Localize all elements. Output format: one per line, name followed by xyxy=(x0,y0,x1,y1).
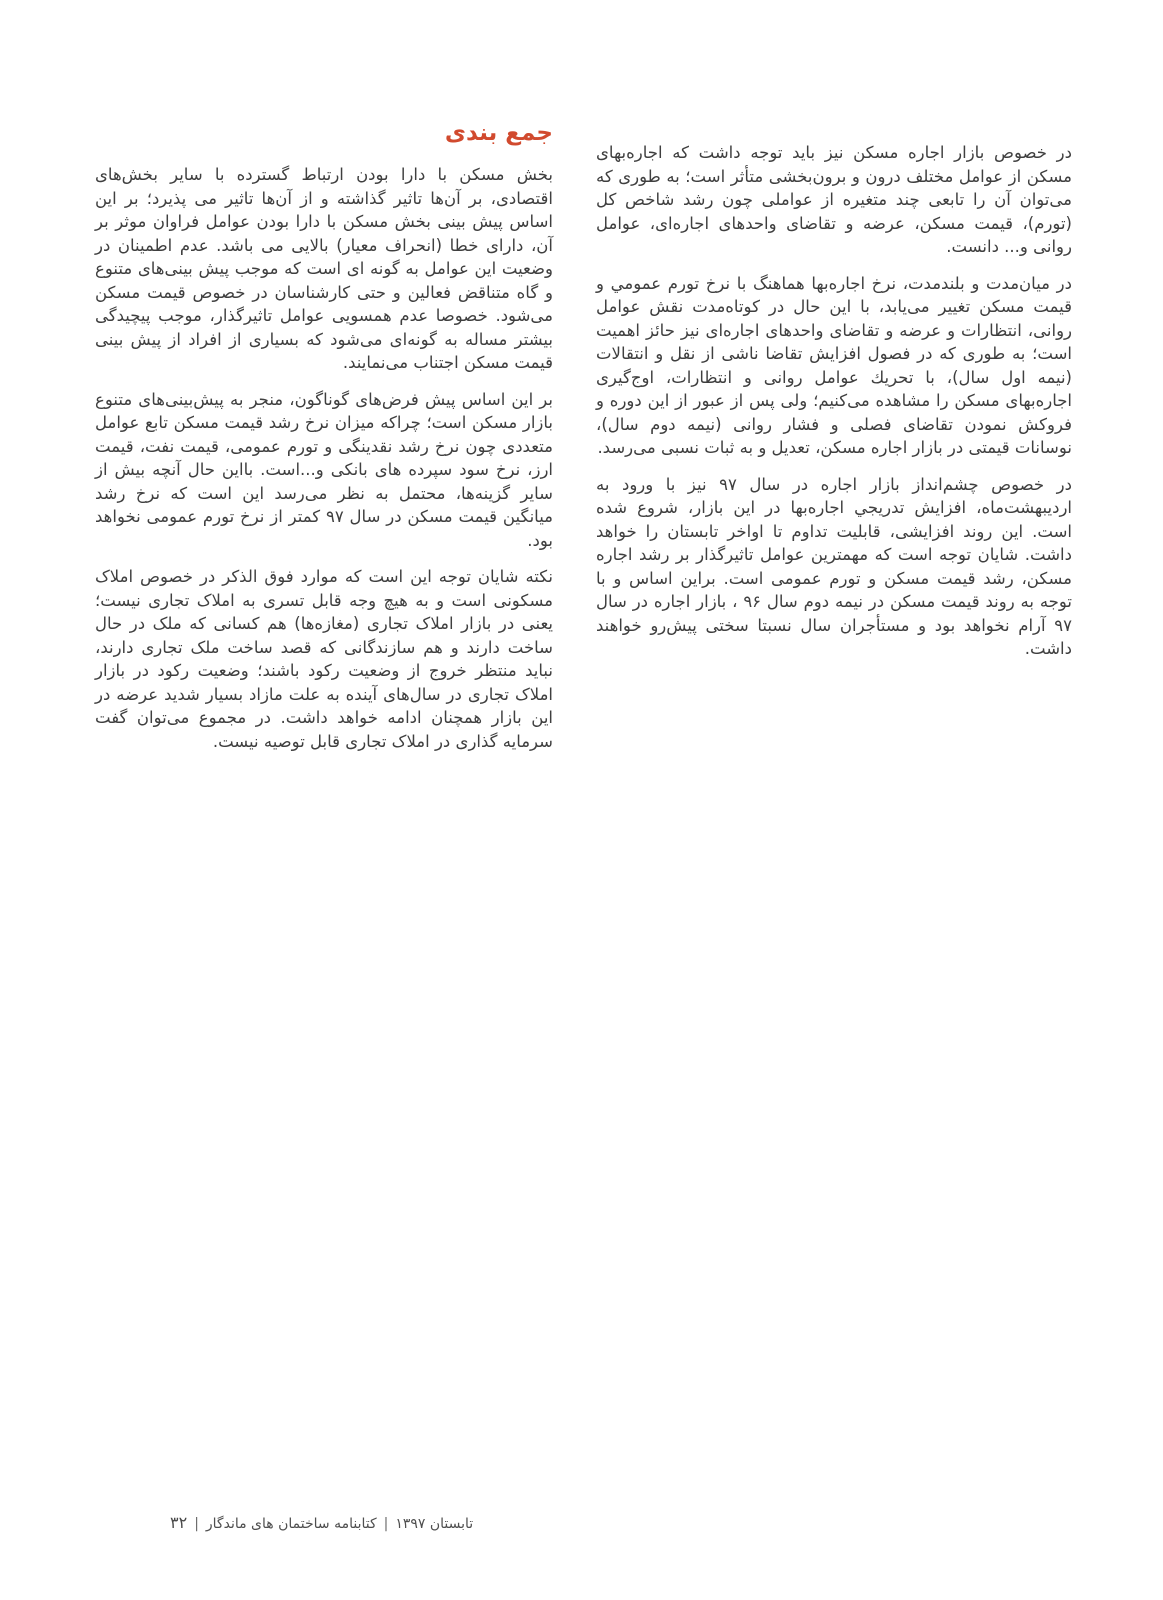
section-heading: جمع بندی xyxy=(444,120,553,146)
left-column-paragraph-3: نکته شایان توجه این است که موارد فوق الذکر در خصوص املاک مسکونی است و به هیچ وجه قابل تسری به املاک تجاری نیست؛ یعنی در بازار املاک تجاری (مغازه‌ها) هم کسانی که ملک در حال ساخت دارند و هم سازندگانی که قصد ساخت ملک تجاری دارند، نباید منتظر خروج از وضعیت رکود باشند؛ وضعیت رکود در بازار املاک تجاری در سال‌های آینده به علت مازاد بسیار شدید عرضه در این بازار همچنان ادامه خواهد داشت. در مجموع می‌توان گفت سرمایه گذاری در املاک تجاری قابل توصیه نیست. xyxy=(95,567,553,751)
footer-season-year: تابستان ۱۳۹۷ xyxy=(395,1516,474,1532)
right-column-paragraph-3: در خصوص چشم‌انداز بازار اجاره در سال ۹۷ نیز با ورود به اردیبهشت‌ماه، افزایش تدریجي اجاره‌بها در این بازار، شروع شده است. این روند افزایشی، قابلیت تداوم تا اواخر تابستان را خواهد داشت. شایان توجه است که مهمترین عوامل تاثیرگذار بر رشد اجاره مسکن، رشد قیمت مسکن و تورم عمومی است. براین اساس و با توجه به روند قیمت مسکن در نیمه دوم سال ۹۶ ، بازار اجاره در سال ۹۷ آرام نخواهد بود و مستأجران سال نسبتا سختی پیش‌رو خواهند داشت. xyxy=(596,474,1072,658)
footer-publication-title: کتابنامه ساختمان های ماندگار xyxy=(205,1516,377,1532)
left-column-paragraph-1: بخش مسکن با دارا بودن ارتباط گسترده با سایر بخش‌های اقتصادی، بر آن‌ها تاثیر گذاشته و از آن‌ها تاثیر می پذیرد؛ بر این اساس پیش بینی بخش مسکن با دارا بودن عوامل فراوان موثر بر آن، دارای خطا (انحراف معیار) بالایی می باشد. عدم اطمینان در وضعیت این عوامل به گونه ای است که موجب پیش بینی‌های متنوع و گاه متناقض فعالین و حتی کارشناسان در خصوص قیمت مسکن می‌شود. خصوصا عدم همسویی عوامل تاثیرگذار، موجب پیچیدگی بیشتر مساله به گونه‌ای می‌شود که بسیاری از افراد از پیش بینی قیمت مسکن اجتناب می‌نمایند. xyxy=(95,165,553,372)
page-footer xyxy=(170,1512,473,1535)
footer-separator: | xyxy=(194,1516,199,1532)
right-column-paragraph-2: در میان‌مدت و بلندمدت، نرخ اجاره‌بها هماهنگ با نرخ تورم عمومي و قیمت مسکن تغییر می‌یابد، با این حال در کوتاه‌مدت نقش عوامل روانی، انتظارات و عرضه و تقاضای واحدهای اجاره‌ای نیز حائز اهمیت است؛ به طوری که در فصول افزایش تقاضا ناشی از نقل و انتقالات (نیمه اول سال)، با تحریك عوامل روانی و انتظارات، اوج‌گیری اجاره‌بهای مسکن را مشاهده می‌کنیم؛ ولی پس از عبور از این دوره و فروکش نمودن تقاضای فصلی و فشار روانی (نیمه دوم سال)، نوسانات قیمتی در بازار اجاره مسکن، تعدیل و به ثبات نسبی می‌رسد. xyxy=(596,273,1072,457)
left-column xyxy=(95,118,553,766)
right-column xyxy=(596,141,1072,674)
left-column-paragraph-2: بر این اساس پیش فرض‌های گوناگون، منجر به پیش‌بینی‌های متنوع بازار مسکن است؛ چراکه میزان نرخ رشد قیمت مسکن تابع عوامل متعددی چون نرخ رشد نقدینگی و تورم عمومی، قیمت نفت، قیمت ارز، نرخ سود سپرده های بانکی و...است. بااین حال آنچه بیش از سایر گزینه‌ها، محتمل به نظر می‌رسد این است که نرخ رشد میانگین قیمت مسکن در سال ۹۷ کمتر از نرخ تورم عمومی نخواهد بود. xyxy=(95,389,554,550)
footer-separator: | xyxy=(383,1516,389,1532)
footer-page-number: ۳۲ xyxy=(170,1513,188,1532)
right-column-paragraph-1: در خصوص بازار اجاره مسکن نیز باید توجه داشت که اجاره‌بهای مسکن از عوامل مختلف درون و برون‌بخشی متأثر است؛ به طوری که می‌توان آن را تابعی چند متغیره از عواملی چون رشد شاخص کل (تورم)، قیمت مسکن، عرضه و تقاضای واحدهای اجاره‌ای، عوامل روانی و... دانست. xyxy=(596,143,1072,256)
